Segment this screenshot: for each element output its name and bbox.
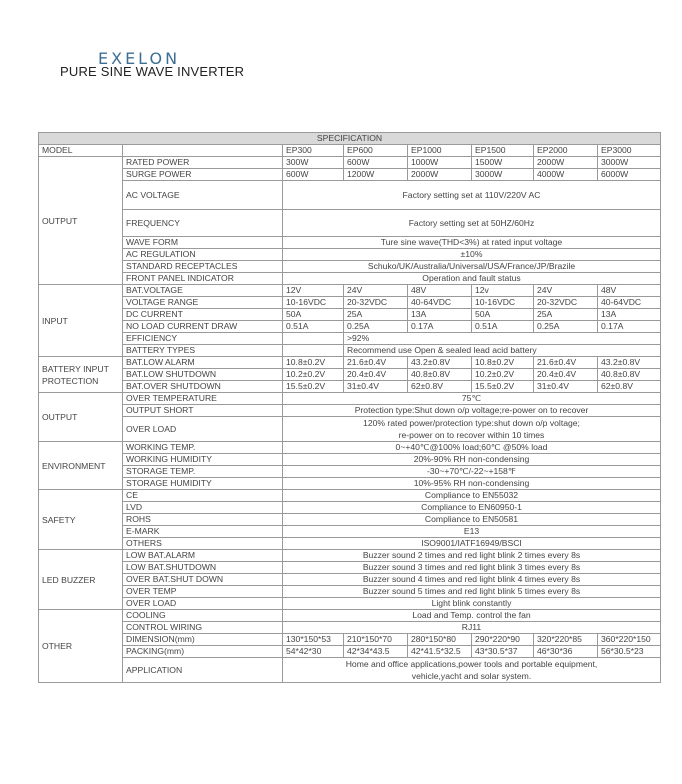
row-label: AC REGULATION xyxy=(123,249,283,261)
table-row xyxy=(39,357,661,369)
value-cell: 50A xyxy=(472,309,534,321)
row-label: DC CURRENT xyxy=(123,309,283,321)
table-row xyxy=(39,405,661,417)
table-row xyxy=(39,309,661,321)
value-cell: 360*220*150 xyxy=(598,634,661,646)
category-output: OUTPUT xyxy=(39,157,123,285)
row-label: FRONT PANEL INDICATOR xyxy=(123,273,283,285)
row-label: NO LOAD CURRENT DRAW xyxy=(123,321,283,333)
category-led-buzzer: LED BUZZER xyxy=(39,550,123,610)
specification-table xyxy=(38,132,661,683)
value-cell: 10-16VDC xyxy=(472,297,534,309)
row-label: ROHS xyxy=(123,514,283,526)
value-cell: Operation and fault status xyxy=(283,273,661,285)
category-safety: SAFETY xyxy=(39,490,123,550)
value-cell: ISO9001/IATF16949/BSCI xyxy=(283,538,661,550)
value-cell-empty xyxy=(283,333,344,345)
value-cell: 0.51A xyxy=(283,321,344,333)
value-line: Home and office applications,power tools and portable equipment, xyxy=(345,659,598,669)
brand-logo: EXELON xyxy=(98,49,181,68)
value-cell: Factory setting set at 110V/220V AC xyxy=(283,181,661,210)
category-battery-protection xyxy=(39,357,123,393)
value-cell: 13A xyxy=(408,309,472,321)
value-cell-empty xyxy=(283,345,344,357)
row-label: CONTROL WIRING xyxy=(123,622,283,634)
table-row xyxy=(39,478,661,490)
row-label: PACKING(mm) xyxy=(123,646,283,658)
model-cell: EP3000 xyxy=(598,145,661,157)
row-label: OTHERS xyxy=(123,538,283,550)
value-cell: 40-64VDC xyxy=(408,297,472,309)
row-label: OVER BAT.SHUT DOWN xyxy=(123,574,283,586)
table-row xyxy=(39,333,661,345)
row-label: VOLTAGE RANGE xyxy=(123,297,283,309)
value-cell: 20.4±0.4V xyxy=(534,369,598,381)
table-row xyxy=(39,249,661,261)
value-cell: 62±0.8V xyxy=(408,381,472,393)
value-cell: 20.4±0.4V xyxy=(344,369,408,381)
value-cell: Load and Temp. control the fan xyxy=(283,610,661,622)
table-row xyxy=(39,502,661,514)
table-row xyxy=(39,514,661,526)
value-cell: E13 xyxy=(283,526,661,538)
table-row xyxy=(39,598,661,610)
value-cell: Light blink constantly xyxy=(283,598,661,610)
value-cell xyxy=(283,658,661,683)
value-cell: 43*30.5*37 xyxy=(472,646,534,658)
value-cell: 50A xyxy=(283,309,344,321)
table-row xyxy=(39,610,661,622)
model-cell: EP300 xyxy=(283,145,344,157)
row-label: STORAGE HUMIDITY xyxy=(123,478,283,490)
category-label-line: BATTERY INPUT xyxy=(42,363,109,374)
value-cell: 25A xyxy=(344,309,408,321)
value-cell: RJ11 xyxy=(283,622,661,634)
value-cell: 20-32VDC xyxy=(534,297,598,309)
value-cell: 0~+40℃@100% load;60℃ @50% load xyxy=(283,442,661,454)
value-cell: Ture sine wave(THD<3%) at rated input voltage xyxy=(283,237,661,249)
value-cell: 10%-95% RH non-condensing xyxy=(283,478,661,490)
value-cell: 56*30.5*23 xyxy=(598,646,661,658)
value-cell: 320*220*85 xyxy=(534,634,598,646)
category-label-line: PROTECTION xyxy=(42,375,99,386)
value-cell: Protection type:Shut down o/p voltage;re-power on to recover xyxy=(283,405,661,417)
value-cell: 54*42*30 xyxy=(283,646,344,658)
value-cell: 0.51A xyxy=(472,321,534,333)
row-label: FREQUENCY xyxy=(123,210,283,237)
row-label: BAT.OVER SHUTDOWN xyxy=(123,381,283,393)
row-label: STORAGE TEMP. xyxy=(123,466,283,478)
category-output-protection: OUTPUT xyxy=(39,393,123,442)
value-cell: 24V xyxy=(534,285,598,297)
value-cell: 62±0.8V xyxy=(598,381,661,393)
table-row xyxy=(39,658,661,683)
table-row xyxy=(39,261,661,273)
value-cell: 2000W xyxy=(408,169,472,181)
value-cell: 40-64VDC xyxy=(598,297,661,309)
table-row xyxy=(39,237,661,249)
value-cell: 43.2±0.8V xyxy=(408,357,472,369)
table-row xyxy=(39,381,661,393)
row-label: APPLICATION xyxy=(123,658,283,683)
spec-title-row xyxy=(39,133,661,145)
table-row xyxy=(39,345,661,357)
row-label: OVER TEMP xyxy=(123,586,283,598)
table-row xyxy=(39,622,661,634)
value-cell xyxy=(283,417,661,442)
model-cell: EP1500 xyxy=(472,145,534,157)
value-cell: Compliance to EN50581 xyxy=(283,514,661,526)
value-cell: 75℃ xyxy=(283,393,661,405)
value-cell: 1000W xyxy=(408,157,472,169)
row-label: OVER LOAD xyxy=(123,598,283,610)
row-label: WORKING TEMP. xyxy=(123,442,283,454)
table-row xyxy=(39,466,661,478)
table-row xyxy=(39,442,661,454)
row-label: LVD xyxy=(123,502,283,514)
row-label: BAT.LOW SHUTDOWN xyxy=(123,369,283,381)
value-cell: 21.6±0.4V xyxy=(344,357,408,369)
value-cell: 3000W xyxy=(472,169,534,181)
value-cell: 40.8±0.8V xyxy=(408,369,472,381)
value-cell: 48V xyxy=(598,285,661,297)
value-cell: 12v xyxy=(472,285,534,297)
row-label: WORKING HUMIDITY xyxy=(123,454,283,466)
value-cell: Factory setting set at 50HZ/60Hz xyxy=(283,210,661,237)
value-cell: Compliance to EN60950-1 xyxy=(283,502,661,514)
value-cell: 46*30*36 xyxy=(534,646,598,658)
table-row xyxy=(39,417,661,442)
model-cell: EP2000 xyxy=(534,145,598,157)
value-line: vehicle,yacht and solar system. xyxy=(411,671,532,681)
table-row xyxy=(39,490,661,502)
row-label: DIMENSION(mm) xyxy=(123,634,283,646)
value-cell: 6000W xyxy=(598,169,661,181)
table-row xyxy=(39,157,661,169)
value-cell: Buzzer sound 2 times and red light blink 2 times every 8s xyxy=(283,550,661,562)
value-cell: 48V xyxy=(408,285,472,297)
row-label: CE xyxy=(123,490,283,502)
value-cell: 0.17A xyxy=(408,321,472,333)
value-cell: Buzzer sound 4 times and red light blink 4 times every 8s xyxy=(283,574,661,586)
table-row xyxy=(39,321,661,333)
table-row xyxy=(39,550,661,562)
model-cell: EP1000 xyxy=(408,145,472,157)
value-cell: 4000W xyxy=(534,169,598,181)
value-line: re-power on to recover within 10 times xyxy=(398,430,545,440)
row-label: LOW BAT.SHUTDOWN xyxy=(123,562,283,574)
value-cell: Buzzer sound 3 times and red light blink 3 times every 8s xyxy=(283,562,661,574)
value-cell: 130*150*53 xyxy=(283,634,344,646)
row-label: WAVE FORM xyxy=(123,237,283,249)
product-subtitle: PURE SINE WAVE INVERTER xyxy=(60,64,245,79)
value-cell: 0.25A xyxy=(344,321,408,333)
value-cell: 15.5±0.2V xyxy=(472,381,534,393)
model-row xyxy=(39,145,661,157)
value-cell: 42*41.5*32.5 xyxy=(408,646,472,658)
value-cell: ±10% xyxy=(283,249,661,261)
table-row xyxy=(39,210,661,237)
value-cell: 15.5±0.2V xyxy=(283,381,344,393)
row-label: BATTERY TYPES xyxy=(123,345,283,357)
model-label: MODEL xyxy=(39,145,123,157)
table-row xyxy=(39,393,661,405)
row-label: E-MARK xyxy=(123,526,283,538)
value-cell: 10.2±0.2V xyxy=(283,369,344,381)
table-row xyxy=(39,646,661,658)
value-cell: 1500W xyxy=(472,157,534,169)
value-cell: 600W xyxy=(283,169,344,181)
value-cell: 0.25A xyxy=(534,321,598,333)
value-cell: 0.17A xyxy=(598,321,661,333)
value-cell: >92% xyxy=(344,333,661,345)
row-label: RATED POWER xyxy=(123,157,283,169)
row-label: EFFICIENCY xyxy=(123,333,283,345)
table-row xyxy=(39,169,661,181)
value-cell: 290*220*90 xyxy=(472,634,534,646)
value-cell: 2000W xyxy=(534,157,598,169)
row-label: OUTPUT SHORT xyxy=(123,405,283,417)
row-label: BAT.LOW ALARM xyxy=(123,357,283,369)
value-cell: -30~+70℃/-22~+158℉ xyxy=(283,466,661,478)
table-row xyxy=(39,454,661,466)
value-cell: 300W xyxy=(283,157,344,169)
row-label: COOLING xyxy=(123,610,283,622)
row-label: SURGE POWER xyxy=(123,169,283,181)
table-row xyxy=(39,538,661,550)
row-label: BAT.VOLTAGE xyxy=(123,285,283,297)
value-cell: 210*150*70 xyxy=(344,634,408,646)
value-cell: 43.2±0.8V xyxy=(598,357,661,369)
table-row xyxy=(39,273,661,285)
value-cell: 10.2±0.2V xyxy=(472,369,534,381)
value-cell: 13A xyxy=(598,309,661,321)
value-cell: 20%-90% RH non-condensing xyxy=(283,454,661,466)
spec-title: SPECIFICATION xyxy=(39,133,661,145)
value-cell: Recommend use Open & sealed lead acid battery xyxy=(344,345,661,357)
value-cell: 10.8±0.2V xyxy=(283,357,344,369)
value-cell: 10.8±0.2V xyxy=(472,357,534,369)
value-cell: Compliance to EN55032 xyxy=(283,490,661,502)
value-cell: 42*34*43.5 xyxy=(344,646,408,658)
table-row xyxy=(39,526,661,538)
value-cell: 3000W xyxy=(598,157,661,169)
value-cell: 21.6±0.4V xyxy=(534,357,598,369)
value-cell: Schuko/UK/Australia/Universal/USA/France/JP/Brazile xyxy=(283,261,661,273)
value-cell: 24V xyxy=(344,285,408,297)
table-row xyxy=(39,297,661,309)
row-label: AC VOLTAGE xyxy=(123,181,283,210)
value-cell: 31±0.4V xyxy=(344,381,408,393)
model-blank xyxy=(123,145,283,157)
value-cell: 10-16VDC xyxy=(283,297,344,309)
row-label: STANDARD RECEPTACLES xyxy=(123,261,283,273)
table-row xyxy=(39,181,661,210)
row-label: OVER LOAD xyxy=(123,417,283,442)
value-cell: Buzzer sound 5 times and red light blink 5 times every 8s xyxy=(283,586,661,598)
value-cell: 1200W xyxy=(344,169,408,181)
table-row xyxy=(39,562,661,574)
value-cell: 40.8±0.8V xyxy=(598,369,661,381)
category-environment: ENVIRONMENT xyxy=(39,442,123,490)
row-label: OVER TEMPERATURE xyxy=(123,393,283,405)
table-row xyxy=(39,574,661,586)
value-cell: 280*150*80 xyxy=(408,634,472,646)
value-cell: 25A xyxy=(534,309,598,321)
value-cell: 12V xyxy=(283,285,344,297)
table-row xyxy=(39,634,661,646)
value-line: 120% rated power/protection type:shut down o/p voltage; xyxy=(363,418,580,428)
value-cell: 600W xyxy=(344,157,408,169)
value-cell: 31±0.4V xyxy=(534,381,598,393)
table-row xyxy=(39,369,661,381)
category-input: INPUT xyxy=(39,285,123,357)
category-other: OTHER xyxy=(39,610,123,683)
table-row xyxy=(39,586,661,598)
model-cell: EP600 xyxy=(344,145,408,157)
row-label: LOW BAT.ALARM xyxy=(123,550,283,562)
table-row xyxy=(39,285,661,297)
value-cell: 20-32VDC xyxy=(344,297,408,309)
